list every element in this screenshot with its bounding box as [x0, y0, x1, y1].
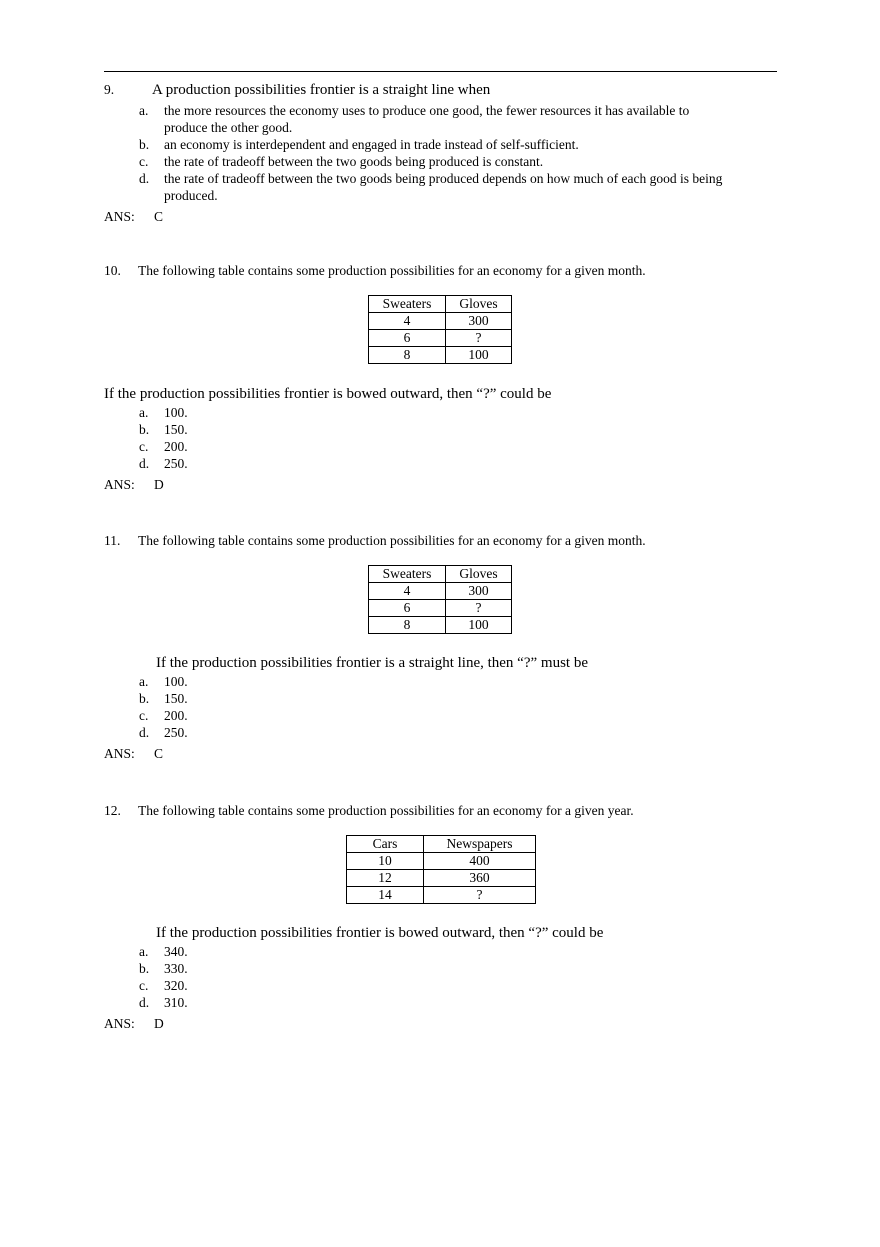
- table-cell: 10: [347, 853, 424, 870]
- table-cell: ?: [424, 887, 536, 904]
- choice-c: [104, 153, 784, 170]
- choice-b: [104, 960, 784, 977]
- table-cell: 6: [369, 330, 446, 347]
- table-cell: ?: [446, 330, 512, 347]
- answer-line: [104, 208, 784, 226]
- table-cell: 100: [446, 617, 512, 634]
- choice-c: [104, 707, 784, 724]
- answer-line: [104, 1015, 784, 1033]
- question-number: 11.: [104, 533, 121, 548]
- choice-text: 150.: [164, 691, 188, 706]
- choice-a: [104, 673, 784, 690]
- choice-d: [104, 724, 784, 741]
- choice-text: the rate of tradeoff between the two goods being produced depends on how much of each good is being produced.: [164, 171, 723, 203]
- table-header-row: [347, 836, 536, 853]
- table-cell: 8: [369, 617, 446, 634]
- table-row: [369, 313, 512, 330]
- table-header-row: [369, 566, 512, 583]
- question-prompt: The following table contains some production possibilities for an economy for a given month.: [138, 533, 646, 548]
- choice-c: [104, 977, 784, 994]
- choice-b: [104, 690, 784, 707]
- answer-label: ANS:: [104, 1016, 135, 1031]
- answer-value: D: [154, 477, 164, 492]
- table-row: [369, 583, 512, 600]
- question-number: 10.: [104, 263, 121, 278]
- choice-list: [104, 943, 784, 1011]
- choice-letter: c.: [139, 154, 149, 169]
- question-10: [104, 262, 784, 494]
- table-cell: 300: [446, 583, 512, 600]
- choice-text: 150.: [164, 422, 188, 437]
- choice-text: 320.: [164, 978, 188, 993]
- question-number: 12.: [104, 803, 121, 818]
- choice-letter: c.: [139, 708, 149, 723]
- table-cell: 100: [446, 347, 512, 364]
- choice-text: the more resources the economy uses to produce one good, the fewer resources it has available to produce the other good.: [164, 103, 690, 135]
- choice-text: 310.: [164, 995, 188, 1010]
- table-header-cell: Gloves: [446, 566, 512, 583]
- choice-b: [104, 136, 784, 153]
- table-cell: 4: [369, 583, 446, 600]
- top-rule: [104, 71, 777, 72]
- choice-letter: b.: [139, 137, 150, 152]
- table-row: [347, 887, 536, 904]
- choice-list: [104, 404, 784, 472]
- answer-label: ANS:: [104, 209, 135, 224]
- production-table: [346, 835, 536, 904]
- question-stem: If the production possibilities frontier is a straight line, then “?” must be: [156, 655, 588, 671]
- choice-text: the rate of tradeoff between the two goods being produced is constant.: [164, 154, 544, 169]
- question-11: [104, 532, 784, 763]
- table-row: [369, 617, 512, 634]
- choice-b: [104, 421, 784, 438]
- choice-letter: b.: [139, 961, 150, 976]
- table-row: [347, 870, 536, 887]
- table-header-cell: Newspapers: [424, 836, 536, 853]
- table-cell: 400: [424, 853, 536, 870]
- question-header: [104, 262, 784, 282]
- table-header-cell: Gloves: [446, 296, 512, 313]
- table-row: [369, 347, 512, 364]
- question-prompt: The following table contains some production possibilities for an economy for a given month.: [138, 263, 646, 278]
- question-header: [104, 81, 784, 101]
- choice-letter: b.: [139, 691, 150, 706]
- choice-c: [104, 438, 784, 455]
- choice-letter: d.: [139, 171, 150, 186]
- table-cell: 360: [424, 870, 536, 887]
- choice-letter: b.: [139, 422, 150, 437]
- answer-label: ANS:: [104, 477, 135, 492]
- table-row: [347, 853, 536, 870]
- table-header-row: [369, 296, 512, 313]
- question-stem: If the production possibilities frontier is bowed outward, then “?” could be: [156, 925, 604, 941]
- answer-label: ANS:: [104, 746, 135, 761]
- choice-text: 100.: [164, 674, 188, 689]
- answer-line: [104, 745, 784, 763]
- choice-letter: a.: [139, 103, 149, 118]
- choice-letter: c.: [139, 439, 149, 454]
- table-cell: ?: [446, 600, 512, 617]
- choice-list: [104, 102, 784, 204]
- choice-text: 250.: [164, 725, 188, 740]
- choice-a: [104, 943, 784, 960]
- question-9: [104, 81, 784, 226]
- choice-text: 200.: [164, 708, 188, 723]
- choice-letter: a.: [139, 405, 149, 420]
- choice-text: 100.: [164, 405, 188, 420]
- question-prompt: A production possibilities frontier is a straight line when: [152, 82, 491, 98]
- table-cell: 12: [347, 870, 424, 887]
- answer-value: C: [154, 746, 164, 761]
- question-header: [104, 802, 784, 822]
- choice-letter: c.: [139, 978, 149, 993]
- choice-letter: a.: [139, 674, 149, 689]
- choice-text: 200.: [164, 439, 188, 454]
- table-header-cell: Sweaters: [369, 296, 446, 313]
- answer-value: D: [154, 1016, 164, 1031]
- question-12: [104, 802, 784, 1033]
- choice-d: [104, 455, 784, 472]
- table-cell: 14: [347, 887, 424, 904]
- table-row: [369, 600, 512, 617]
- answer-value: C: [154, 209, 164, 224]
- choice-letter: d.: [139, 725, 150, 740]
- choice-text: 330.: [164, 961, 188, 976]
- production-table: [368, 295, 512, 364]
- table-header-cell: Cars: [347, 836, 424, 853]
- table-row: [369, 330, 512, 347]
- choice-a: [104, 404, 784, 421]
- question-stem: If the production possibilities frontier is bowed outward, then “?” could be: [104, 386, 552, 402]
- answer-line: [104, 476, 784, 494]
- choice-letter: a.: [139, 944, 149, 959]
- table-cell: 300: [446, 313, 512, 330]
- choice-d: [104, 170, 784, 204]
- question-number: 9.: [104, 82, 115, 97]
- choice-text: 250.: [164, 456, 188, 471]
- choice-a: [104, 102, 784, 136]
- question-header: [104, 532, 784, 552]
- choice-letter: d.: [139, 456, 150, 471]
- table-cell: 4: [369, 313, 446, 330]
- choice-letter: d.: [139, 995, 150, 1010]
- question-prompt: The following table contains some production possibilities for an economy for a given year.: [138, 803, 634, 818]
- table-cell: 6: [369, 600, 446, 617]
- choice-list: [104, 673, 784, 741]
- production-table: [368, 565, 512, 634]
- choice-text: an economy is interdependent and engaged in trade instead of self-sufficient.: [164, 137, 579, 152]
- choice-d: [104, 994, 784, 1011]
- table-header-cell: Sweaters: [369, 566, 446, 583]
- table-cell: 8: [369, 347, 446, 364]
- choice-text: 340.: [164, 944, 188, 959]
